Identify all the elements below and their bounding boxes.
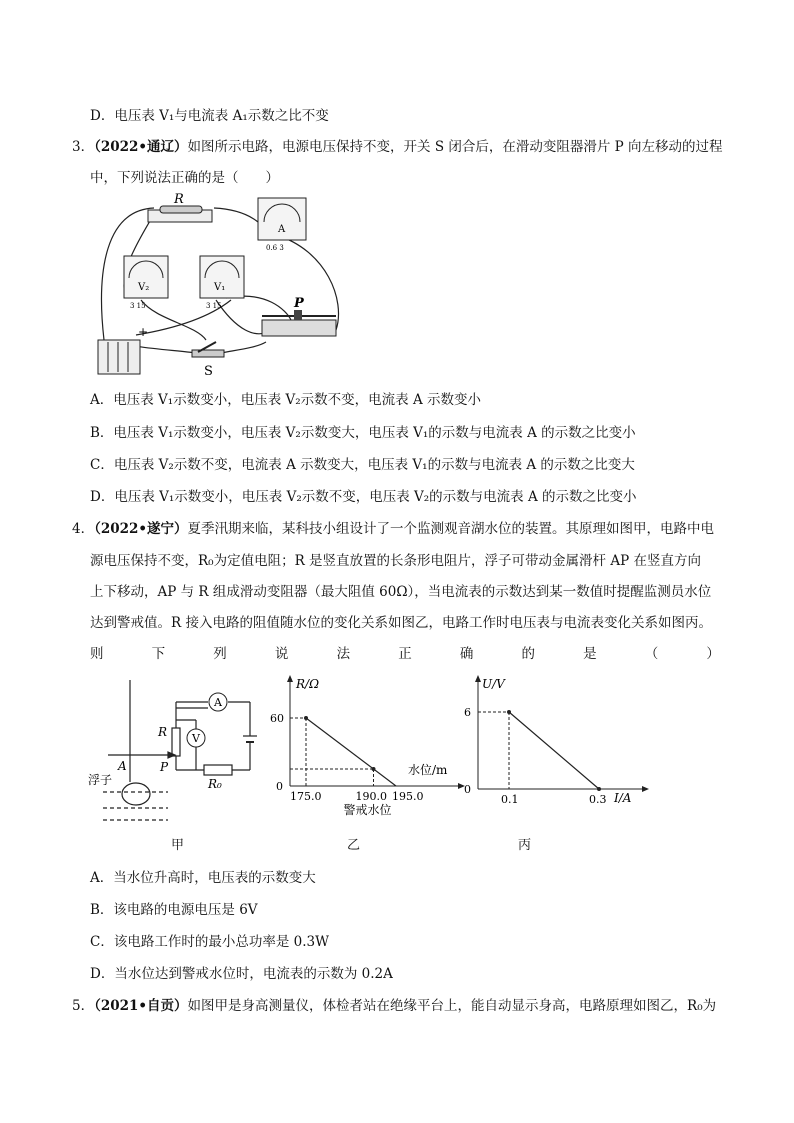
q4-caption-bing: 丙 (518, 838, 532, 853)
q4-char: 的 (521, 646, 535, 662)
q4-label-float: 浮子 (88, 773, 113, 787)
q3-number: 3． (72, 139, 95, 155)
q4-yi-annotation: 警戒水位 (343, 803, 392, 817)
q4-yi-xtick: 175.0 (290, 790, 322, 803)
q4-bing-ytick: 0 (464, 783, 471, 796)
q3-option-d: D．电压表 V₁示数变小，电压表 V₂示数不变，电压表 V₂的示数与电流表 A 的示数之比变小 (90, 489, 637, 505)
q4-option-c: C．该电路工作时的最小总功率是 0.3W (90, 934, 329, 950)
q4-stem-line2: 源电压保持不变，R₀为定值电阻；R 是竖直放置的长条形电阻片，浮子可带动金属滑杆 AP 在竖直方向 (90, 553, 701, 569)
q4-char: 是 (583, 646, 597, 662)
q4-bing-xlabel: I/A (614, 791, 632, 805)
q5-stem-line1 (72, 994, 716, 1014)
q4-resistor-r (172, 728, 180, 756)
q3-option-a: A．电压表 V₁示数变小，电压表 V₂示数不变，电流表 A 示数变小 (90, 392, 481, 408)
q4-source: （2022•遂宁） (94, 521, 188, 537)
q4-char: 正 (398, 646, 412, 662)
q4-number: 4． (72, 521, 95, 537)
q4-yi-xlabel: 水位/m (408, 763, 448, 777)
q3-stem-line2: 中，下列说法正确的是（ ） (90, 170, 279, 186)
q5-stem-text: 如图甲是身高测量仪，体检者站在绝缘平台上，能自动显示身高，电路原理如图乙，R₀为 (187, 998, 717, 1014)
q4-fig-yi (268, 672, 468, 822)
q3-slider-p (294, 310, 302, 320)
q4-yi-ylabel: R/Ω (296, 677, 320, 691)
q4-stem-line4: 达到警戒值。R 接入电路的阻值随水位的变化关系如图乙，电路工作时电压表与电流表变化关系如图丙。 (90, 615, 712, 631)
q4-stem-line1 (72, 517, 714, 537)
q3-source: （2022•通辽） (94, 139, 188, 155)
q4-resistor-r0 (204, 765, 232, 775)
q3-circuit-figure (86, 190, 366, 378)
q4-char: （ (644, 646, 659, 662)
q4-stem-text: 夏季汛期来临，某科技小组设计了一个监测观音湖水位的装置。其原理如图甲，电路中电 (187, 521, 715, 537)
q5-number: 5． (72, 998, 95, 1014)
q3-ammeter-label: A (278, 224, 286, 235)
q4-char: ） (706, 646, 720, 662)
q3-battery (98, 340, 140, 374)
q3-battery-plus: + (138, 325, 149, 339)
q4-char: 法 (336, 646, 351, 662)
q3-label-s: S (204, 364, 213, 378)
q3-option-b: B．电压表 V₁示数变小，电压表 V₂示数变大，电压表 V₁的示数与电流表 A 的示数之比变小 (90, 425, 636, 441)
q3-option-c: C．电压表 V₂示数不变，电流表 A 示数变大，电压表 V₁的示数与电流表 A 的示数之比变大 (90, 457, 635, 473)
q4-fig-jia (88, 680, 268, 830)
q4-float (122, 783, 150, 805)
q4-bing-point (597, 787, 601, 791)
q4-ammeter-label: A (214, 696, 222, 709)
q4-caption-jia: 甲 (171, 838, 185, 853)
q4-stem-line5 (90, 642, 720, 662)
q4-yi-series-line (306, 718, 396, 786)
q3-label-p: P (294, 296, 304, 311)
q3-v2-scale: 3 15 (130, 302, 146, 310)
q4-bing-ylabel: U/V (482, 677, 505, 691)
q4-char: 说 (274, 646, 289, 662)
q5-source: （2021•自贡） (94, 998, 188, 1014)
q3-v2-label: V₂ (138, 282, 150, 293)
q4-label-p: P (160, 760, 169, 774)
q4-voltmeter-label: V (192, 732, 200, 745)
q3-v1-scale: 3 15 (206, 302, 222, 310)
q3-switch (192, 350, 224, 357)
q4-yi-xtick: 190.0 (355, 790, 387, 803)
q4-char: 则 (90, 646, 104, 662)
q4-label-a: A (118, 759, 127, 773)
q4-char: 确 (459, 646, 474, 662)
q3-rheostat (262, 320, 336, 336)
q3-stem-line1 (72, 135, 723, 155)
q4-fig-bing (456, 672, 656, 822)
q4-label-r: R (158, 725, 168, 739)
q4-option-d: D．当水位达到警戒水位时，电流表的示数为 0.2A (90, 966, 393, 982)
q4-char: 列 (213, 646, 227, 662)
q4-option-a: A．当水位升高时，电压表的示数变大 (90, 870, 316, 886)
q3-ammeter-scale: 0.6 3 (266, 244, 284, 252)
q4-bing-ytick: 6 (464, 706, 471, 719)
q4-bing-xtick: 0.3 (589, 793, 607, 806)
q2-option-d: D．电压表 V₁与电流表 A₁示数之比不变 (90, 108, 329, 124)
q4-char: 下 (151, 646, 166, 662)
q4-yi-ytick: 0 (276, 780, 283, 793)
q4-bing-xtick: 0.1 (501, 793, 519, 806)
q4-yi-ytick: 60 (270, 712, 284, 725)
q4-yi-xtick: 195.0 (392, 790, 424, 803)
q3-label-r: R (174, 192, 184, 207)
q3-v1-label: V₁ (214, 282, 226, 293)
q4-label-r0: R₀ (208, 777, 222, 791)
q4-caption-yi: 乙 (347, 838, 361, 853)
q4-option-b: B．该电路的电源电压是 6V (90, 902, 258, 918)
q4-stem-line3: 上下移动，AP 与 R 组成滑动变阻器（最大阻值 60Ω），当电流表的示数达到某一数值时提醒监测员水位 (90, 584, 712, 600)
q3-stem-text: 如图所示电路，电源电压保持不变，开关 S 闭合后，在滑动变阻器滑片 P 向左移动的过程 (187, 139, 723, 155)
q4-bing-series-line (509, 712, 599, 789)
